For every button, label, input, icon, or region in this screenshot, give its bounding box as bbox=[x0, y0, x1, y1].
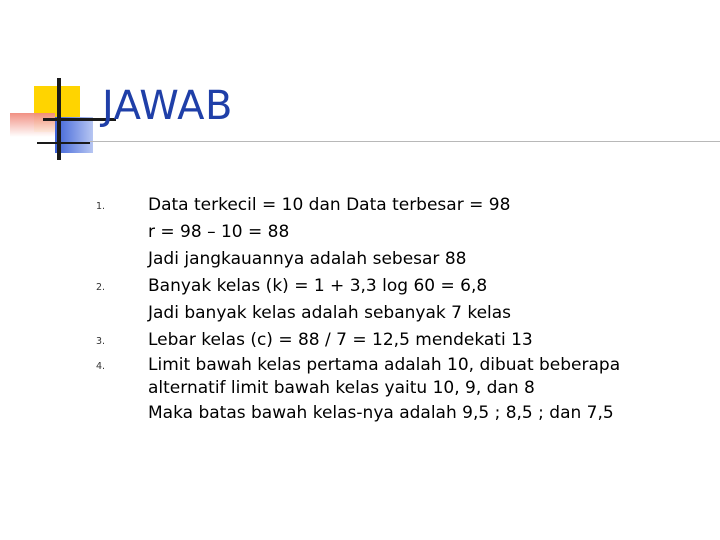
list-line-6 bbox=[96, 327, 696, 354]
list-number: 2. bbox=[96, 282, 106, 293]
list-line-5 bbox=[96, 300, 696, 327]
answer-list bbox=[96, 192, 696, 427]
list-text: Banyak kelas (k) = 1 + 3,3 log 60 = 6,8 bbox=[148, 276, 488, 296]
list-number: 1. bbox=[96, 201, 106, 212]
list-line-4 bbox=[96, 273, 696, 300]
logo-horizontal-line-bottom bbox=[37, 142, 90, 144]
list-text: r = 98 – 10 = 88 bbox=[148, 222, 290, 242]
list-number: 4. bbox=[96, 361, 106, 372]
slide-title: JAWAB bbox=[102, 83, 233, 129]
list-text: Lebar kelas (c) = 88 / 7 = 12,5 mendekati 13 bbox=[148, 330, 533, 350]
list-text: Data terkecil = 10 dan Data terbesar = 98 bbox=[148, 195, 511, 215]
logo-red-square bbox=[10, 113, 55, 137]
list-text: Limit bawah kelas pertama adalah 10, dibuat beberapa bbox=[148, 355, 621, 375]
slide-logo-decoration bbox=[0, 0, 110, 170]
list-line-8 bbox=[96, 377, 696, 400]
title-divider bbox=[90, 141, 720, 142]
list-line-9 bbox=[96, 400, 696, 427]
list-line-2 bbox=[96, 219, 696, 246]
list-line-1 bbox=[96, 192, 696, 219]
list-number: 3. bbox=[96, 336, 106, 347]
list-text: Jadi jangkauannya adalah sebesar 88 bbox=[148, 249, 467, 269]
list-line-7 bbox=[96, 354, 696, 377]
list-text: Maka batas bawah kelas-nya adalah 9,5 ; 8,5 ; dan 7,5 bbox=[148, 403, 614, 423]
list-line-3 bbox=[96, 246, 696, 273]
list-text: Jadi banyak kelas adalah sebanyak 7 kelas bbox=[148, 303, 512, 323]
list-text: alternatif limit bawah kelas yaitu 10, 9, dan 8 bbox=[148, 378, 535, 398]
